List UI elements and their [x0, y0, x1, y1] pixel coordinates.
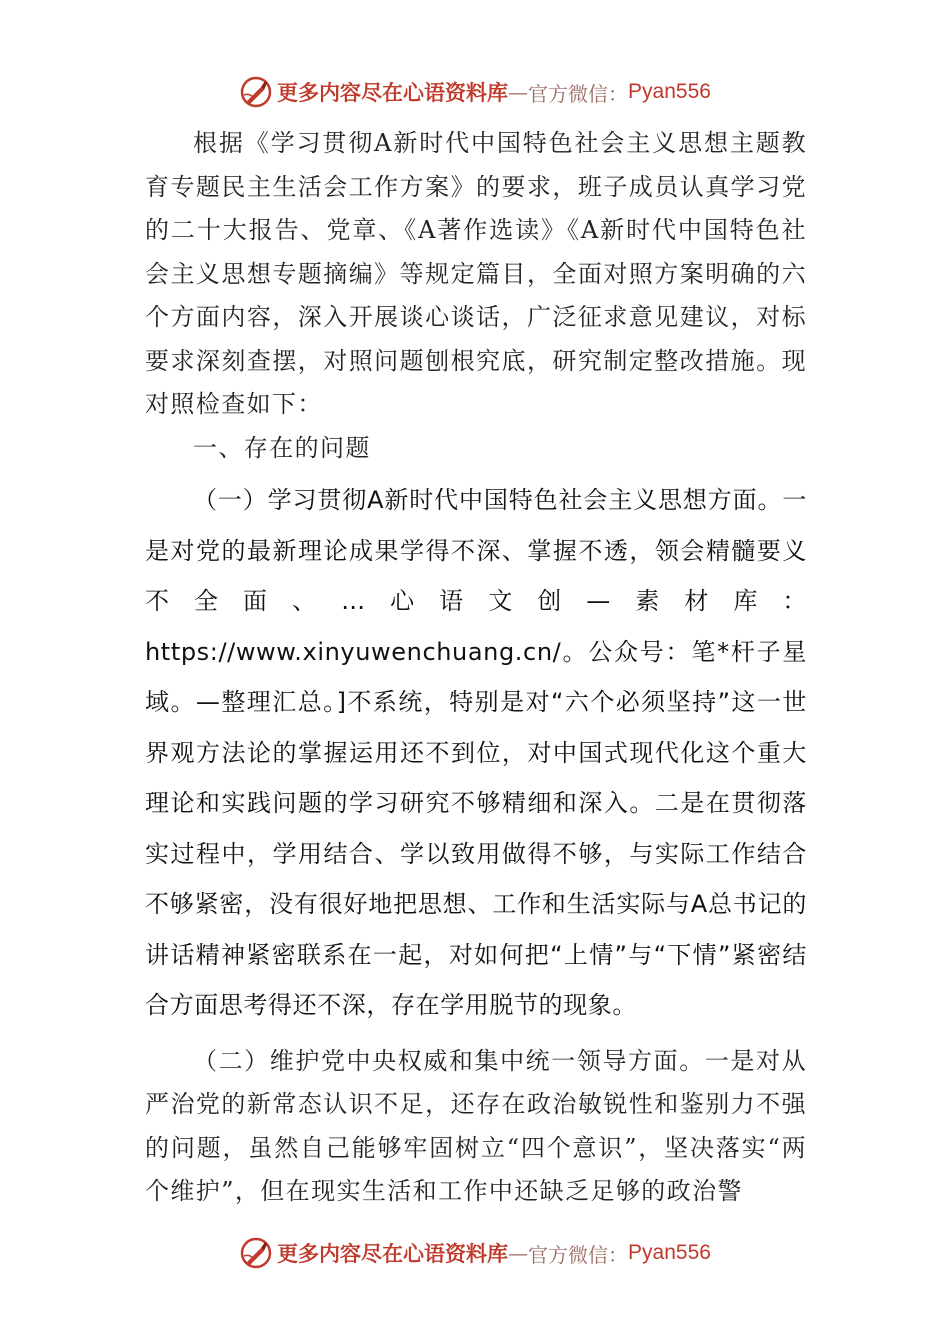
banner-dash: —: [508, 80, 529, 104]
banner-title: 更多内容尽在心语资料库: [277, 80, 509, 105]
logo-icon: [239, 75, 273, 109]
problem-item-2: （二）维护党中央权威和集中统一领导方面。一是对从严治党的新常态认识不足，还存在政治敏锐性和鉴别力不强的问题，虽然自己能够牢固树立“四个意识”，坚决落实“两个维护”，但在现实生活和工作中还缺乏足够的政治警: [145, 1046, 807, 1205]
banner-wechat-id: Pyan556: [628, 80, 711, 103]
problem-item-1: （一）学习贯彻A新时代中国特色社会主义思想方面。一是对党的最新理论成果学得不深、掌握不透，领会精髓要义不全面、…心语文创—素材库：https://www.xinyuwenchuang.cn/。公众号：笔*杆子星域。—整理汇总。]不系统，特别是对“六个必须坚持”这一世界观方法论的掌握运用还不到位，对中国式现代化这个重大理论和实践问题的学习研究不够精细和深入。二是在贯彻落实过程中，学用结合、学以致用做得不够，与实际工作结合不够紧密，没有很好地把思想、工作和生活实际与A总书记的讲话精神紧密联系在一起，对如何把“上情”与“下情”紧密结合方面思考得还不深，存在学用脱节的现象。: [145, 486, 807, 1019]
intro-paragraph: 根据《学习贯彻A新时代中国特色社会主义思想主题教育专题民主生活会工作方案》的要求，班子成员认真学习党的二十大报告、党章、《A著作选读》《A新时代中国特色社会主义思想专题摘编》等规定篇目，全面对照方案明确的六个方面内容，深入开展谈心谈话，广泛征求意见建议，对标要求深刻查摆，对照问题刨根究底，研究制定整改措施。现对照检查如下：: [145, 129, 807, 418]
document-body: [145, 122, 807, 1214]
header-banner: [0, 72, 950, 112]
logo-icon: [239, 1236, 273, 1270]
banner-wechat-id: Pyan556: [628, 1241, 711, 1264]
footer-banner: [0, 1233, 950, 1273]
section-heading: 一、存在的问题: [193, 433, 371, 462]
banner-dash: —: [508, 1241, 529, 1265]
banner-title: 更多内容尽在心语资料库: [277, 1241, 509, 1266]
banner-wechat-label: 官方微信：: [528, 81, 629, 106]
banner-wechat-label: 官方微信：: [528, 1242, 629, 1267]
